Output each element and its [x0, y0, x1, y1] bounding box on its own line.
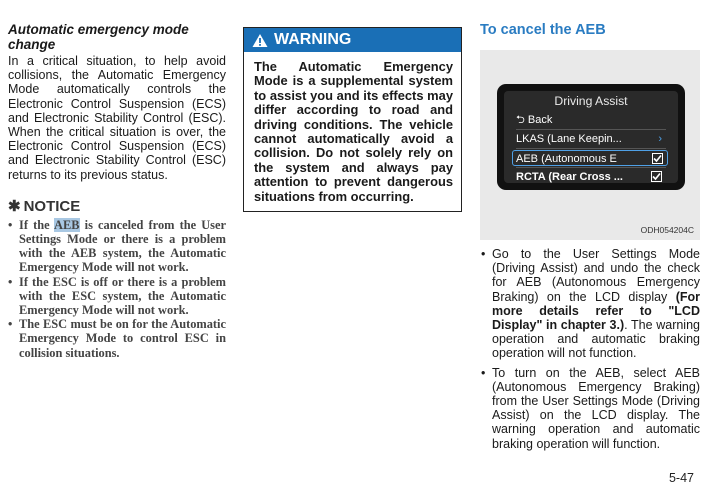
lcd-menu-item-rcta[interactable] — [516, 169, 666, 185]
checkbox-checked-icon[interactable] — [652, 153, 663, 164]
warning-header — [244, 28, 461, 52]
notice-item1-post: is canceled from the User Settings Mode or there is a problem with the AEB system, the Automatic Emergency Mode will not work. — [19, 217, 226, 275]
list-item — [480, 247, 700, 361]
notice-list — [8, 218, 226, 360]
section-title-line1: Automatic emergency mode — [8, 22, 189, 37]
lcd-item-label: AEB (Autonomous E — [516, 153, 617, 165]
lcd-figure — [480, 50, 700, 240]
lcd-menu-item-lkas[interactable] — [516, 131, 666, 147]
warning-title: WARNING — [274, 31, 352, 48]
lcd-back-label: Back — [527, 114, 553, 126]
highlighted-text: AEB — [54, 217, 80, 232]
lcd-item-label: RCTA (Rear Cross ... — [516, 171, 623, 183]
warning-body: The Automatic Emergency Mode is a supplemental system to assist you and its effects may differ according to road and driving conditions. The vehicle cannot automatically avoid a collision. Do not solely rely on the system and always pay attention to prevent dangerous situations from occurring. — [254, 59, 453, 204]
step1-tail: . The warning operation and automatic braking operation will not function. — [492, 318, 700, 361]
lcd-item-label: LKAS (Lane Keepin... — [516, 133, 622, 145]
back-arrow-icon: ⮌ — [516, 114, 525, 126]
lcd-screen — [504, 91, 678, 183]
lcd-title: Driving Assist — [554, 94, 628, 108]
step1-text: Go to the User Settings Mode (Driving Assist) and undo the check for AEB (Autonomous Emergency Braking) on the LCD display — [492, 247, 700, 304]
left-column — [8, 22, 226, 360]
lcd-back-item[interactable] — [516, 112, 666, 128]
lcd-menu-item-aeb[interactable] — [512, 150, 668, 166]
notice-star-icon: ✱ — [8, 197, 21, 215]
checkbox-checked-icon[interactable] — [651, 171, 662, 182]
cancel-steps-list — [480, 247, 700, 456]
step1-bold-ref: (For more details refer to "LCD Display" in chapter 3.) — [492, 289, 700, 333]
lcd-display — [497, 84, 685, 190]
notice-item: • If the ESC is off or there is a problem with the ESC system, the Automatic Emergency Mode will not work. — [8, 275, 226, 318]
figure-code: ODH054204C — [640, 225, 694, 235]
notice-item — [8, 218, 226, 275]
section-title — [8, 22, 226, 52]
right-column — [480, 21, 700, 451]
page-number: 5-47 — [668, 471, 694, 485]
notice-title: NOTICE — [23, 197, 81, 215]
lcd-divider — [516, 148, 666, 149]
list-item: • To turn on the AEB, select AEB (Autonomous Emergency Braking) from the User Settings Mode (Driving Assist) on the LCD display. The warning operation and automatic braking operation will function. — [480, 366, 700, 451]
warning-triangle-icon — [252, 33, 268, 48]
lcd-divider — [516, 167, 666, 168]
notice-heading — [8, 199, 226, 215]
section-body: In a critical situation, to help avoid collisions, the Automatic Emergency Mode automatically controls the Electronic Control Suspension (ECS) and Electronic Stability Control (ESC). When the critical situation is over, the Electronic Control Suspension (ECS) and Electronic Stability Control (ESC) returns to its previous status. — [8, 54, 226, 182]
cancel-title: To cancel the AEB — [480, 22, 606, 38]
lcd-divider — [516, 129, 666, 130]
notice-item1-pre: If the — [19, 217, 55, 232]
warning-box — [243, 27, 462, 212]
section-title-line2: change — [8, 37, 56, 52]
chevron-right-icon: › — [658, 133, 662, 145]
notice-item: • The ESC must be on for the Automatic Emergency Mode to control ESC in collision situations. — [8, 317, 226, 360]
